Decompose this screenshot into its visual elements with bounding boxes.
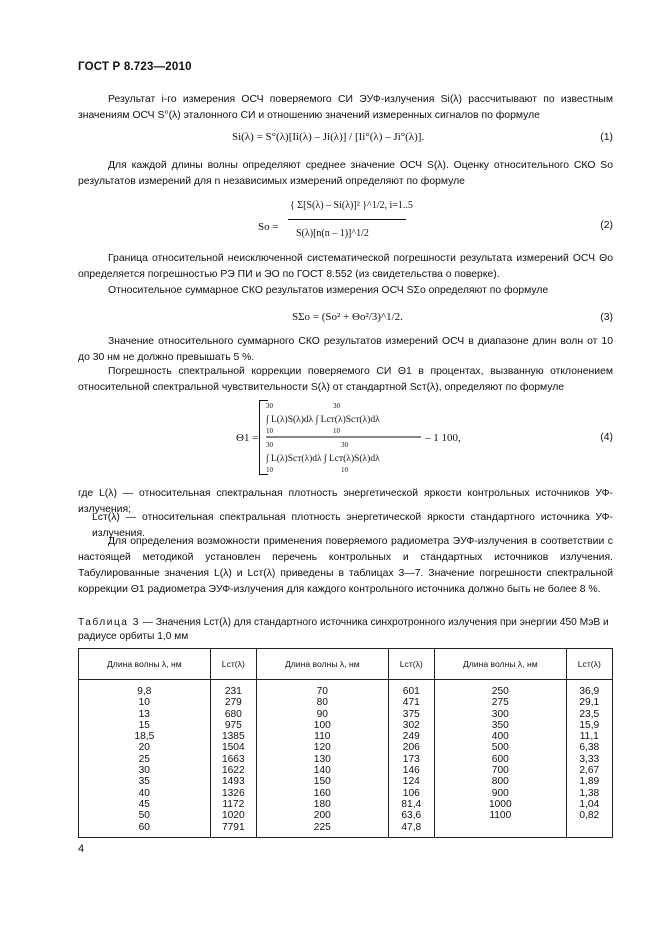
table-cell: 173 xyxy=(388,754,434,765)
table-cell: 130 xyxy=(256,754,388,765)
table-cell: 680 xyxy=(210,709,256,720)
table-cell: 1326 xyxy=(210,788,256,799)
table-cell: 1504 xyxy=(210,742,256,753)
svg-text:∫ L(λ)Sст(λ)dλ ∫ Lст(λ)S(λ)dλ: ∫ L(λ)Sст(λ)dλ ∫ Lст(λ)S(λ)dλ xyxy=(266,454,380,464)
paragraph-total-sko: Относительное суммарное СКО результатов измерения ОСЧ SΣo определяют по формуле xyxy=(108,285,549,296)
table-cell: 600 xyxy=(434,754,566,765)
table-cell: 63,6 xyxy=(388,810,434,821)
svg-text:30: 30 xyxy=(266,441,273,449)
paragraph-spectral-correction: Погрешность спектральной коррекции поверяемого СИ Θ1 в процентах, вызванную отклонением относительной спектральной чувствительности S(λ) от стандартной Sст(λ), определяют по формуле xyxy=(78,366,613,393)
svg-text:10: 10 xyxy=(333,427,340,435)
table-body xyxy=(79,680,613,838)
page-number: 4 xyxy=(78,843,85,855)
paragraph-average-value: Для каждой длины волны определяют среднее значение ОСЧ S(λ). Оценку относительного СКО So результатов измерений для n независимых измерений определяют по формуле xyxy=(78,160,613,187)
table-cell: 146 xyxy=(388,765,434,776)
table-cell: 275 xyxy=(434,697,566,708)
table-caption xyxy=(78,616,613,644)
formula-2-lhs: So = xyxy=(258,221,279,233)
svg-text:10: 10 xyxy=(266,466,273,474)
formula-1: Si(λ) = S°(λ)[Ii(λ) – Ji(λ)] / [Ii°(λ) – Ji°(λ)]. xyxy=(232,131,425,143)
table-row xyxy=(79,731,613,742)
table-cell: 120 xyxy=(256,742,388,753)
table-cell: 9,8 xyxy=(79,680,211,698)
table-row xyxy=(79,810,613,821)
table-row xyxy=(79,742,613,753)
table-cell: 2,67 xyxy=(566,765,612,776)
table-cell: 975 xyxy=(210,720,256,731)
table-row xyxy=(79,799,613,810)
table-row xyxy=(79,822,613,838)
table-cell: 110 xyxy=(256,731,388,742)
where-def-2: — относительная спектральная плотность энергетической яркости стандартного источника УФ-излучения. xyxy=(92,512,614,539)
table-cell: 10 xyxy=(79,697,211,708)
table-cell: 471 xyxy=(388,697,434,708)
table-cell: 6,38 xyxy=(566,742,612,753)
table-cell: 80 xyxy=(256,697,388,708)
formula-3: SΣo = (So² + Θo²/3)^1/2. xyxy=(292,311,403,323)
table-cell: 3,33 xyxy=(566,754,612,765)
formula-2-denominator: S(λ)[n(n – 1)]^1/2 xyxy=(296,228,369,239)
table-cell: 1663 xyxy=(210,754,256,765)
table-cell: 47,8 xyxy=(388,822,434,838)
table-cell: 1,04 xyxy=(566,799,612,810)
table-cell: 800 xyxy=(434,776,566,787)
table-cell: 1000 xyxy=(434,799,566,810)
table-cell: 124 xyxy=(388,776,434,787)
table-cell: 180 xyxy=(256,799,388,810)
formula-2-numerator: { Σ[S(λ) – Si(λ)]² }^1/2, i=1..5 xyxy=(290,200,413,211)
column-header: Lст(λ) xyxy=(566,649,612,680)
table-cell: 1,89 xyxy=(566,776,612,787)
table-row xyxy=(79,788,613,799)
fraction-bar xyxy=(288,219,406,220)
paragraph-sources: Для определения возможности применения поверяемого радиометра ЭУФ-излучения в соответствии с настоящей методикой установлен перечень контрольных и стандартных источников излучения. Табулированные значения L(λ) и Lст(λ) приведены в таблицах 3—7. Значение погрешности спектральной коррекции Θ1 радиометра ЭУФ-излучения для каждого контрольного источника должно быть не более 8 %. xyxy=(78,536,613,595)
table-cell: 375 xyxy=(388,709,434,720)
table-cell: 140 xyxy=(256,765,388,776)
table-cell: 45 xyxy=(79,799,211,810)
formula-4-lhs: Θ1 = xyxy=(236,432,259,444)
table-row xyxy=(79,776,613,787)
formula-3-number: (3) xyxy=(600,312,613,323)
table-cell: 206 xyxy=(388,742,434,753)
table-cell: 250 xyxy=(434,680,566,698)
table-cell: 279 xyxy=(210,697,256,708)
table-cell: 400 xyxy=(434,731,566,742)
table-cell: 160 xyxy=(256,788,388,799)
where-term-1: L(λ) xyxy=(99,488,117,499)
table-cell xyxy=(434,822,566,838)
table-cell: 1100 xyxy=(434,810,566,821)
column-header: Длина волны λ, нм xyxy=(434,649,566,680)
data-table xyxy=(78,648,613,838)
table-cell: 20 xyxy=(79,742,211,753)
column-header: Lст(λ) xyxy=(210,649,256,680)
table-cell: 30 xyxy=(79,765,211,776)
table-cell: 350 xyxy=(434,720,566,731)
table-cell: 11,1 xyxy=(566,731,612,742)
svg-text:10: 10 xyxy=(266,427,273,435)
table-cell: 70 xyxy=(256,680,388,698)
table-cell xyxy=(566,822,612,838)
table-cell: 23,5 xyxy=(566,709,612,720)
table-cell: 1385 xyxy=(210,731,256,742)
where-def-1: — относительная спектральная плотность энергетической яркости контрольных источников УФ-излучения; xyxy=(78,488,613,515)
table-cell: 18,5 xyxy=(79,731,211,742)
table-cell: 249 xyxy=(388,731,434,742)
svg-text:30: 30 xyxy=(341,441,348,449)
table-cell: 1622 xyxy=(210,765,256,776)
table-cell: 100 xyxy=(256,720,388,731)
table-cell: 1,38 xyxy=(566,788,612,799)
table-cell: 1493 xyxy=(210,776,256,787)
table-cell: 29,1 xyxy=(566,697,612,708)
table-cell: 231 xyxy=(210,680,256,698)
table-cell: 300 xyxy=(434,709,566,720)
table-cell: 13 xyxy=(79,709,211,720)
formula-1-number: (1) xyxy=(600,132,613,143)
table-cell: 225 xyxy=(256,822,388,838)
formula-4-number: (4) xyxy=(600,432,613,443)
svg-text:30: 30 xyxy=(266,402,273,410)
table-cell: 15 xyxy=(79,720,211,731)
table-cell: 1172 xyxy=(210,799,256,810)
table-cell: 15,9 xyxy=(566,720,612,731)
table-header-row xyxy=(79,649,613,680)
table-cell: 500 xyxy=(434,742,566,753)
table-cell: 601 xyxy=(388,680,434,698)
svg-text:30: 30 xyxy=(333,402,340,410)
formula-4-rhs: – 1 100, xyxy=(425,432,461,444)
table-cell: 7791 xyxy=(210,822,256,838)
paragraph-systematic-error: Граница относительной неисключенной систематической погрешности результата измерений ОСЧ Θo определяется погрешностью РЭ ПИ и ЭО по ГОСТ 8.552 (из свидетельства о поверке). xyxy=(78,253,613,280)
table-cell: 36,9 xyxy=(566,680,612,698)
table-row xyxy=(79,754,613,765)
table-cell: 35 xyxy=(79,776,211,787)
standard-header: ГОСТ Р 8.723—2010 xyxy=(78,61,192,73)
table-cell: 90 xyxy=(256,709,388,720)
table-cell: 81,4 xyxy=(388,799,434,810)
table-cell: 1020 xyxy=(210,810,256,821)
table-cell: 60 xyxy=(79,822,211,838)
formula-2-number: (2) xyxy=(600,220,613,231)
where-lead: где xyxy=(78,488,94,499)
table-cell: 50 xyxy=(79,810,211,821)
table-row xyxy=(79,680,613,698)
table-cell: 25 xyxy=(79,754,211,765)
paragraph-sko-limit: Значение относительного суммарного СКО результатов измерений ОСЧ в диапазоне длин волн от 10 до 30 нм не должно превышать 5 %. xyxy=(78,336,613,363)
svg-text:∫ L(λ)S(λ)dλ ∫ Lст(λ)Sст(λ)dλ: ∫ L(λ)S(λ)dλ ∫ Lст(λ)Sст(λ)dλ xyxy=(266,415,380,425)
table-cell: 200 xyxy=(256,810,388,821)
table-row xyxy=(79,709,613,720)
table-cell: 700 xyxy=(434,765,566,776)
table-cell: 302 xyxy=(388,720,434,731)
paragraph-measurement-result: Результат i-го измерения ОСЧ поверяемого СИ ЭУФ-излучения Si(λ) рассчитывают по известным значениям ОСЧ S°(λ) эталонного СИ и отношению значений измеренных сигналов по формуле xyxy=(78,94,613,121)
table-cell: 150 xyxy=(256,776,388,787)
table-row xyxy=(79,697,613,708)
where-term-2: Lст(λ) xyxy=(92,512,120,523)
table-cell: 0,82 xyxy=(566,810,612,821)
column-header: Длина волны λ, нм xyxy=(79,649,211,680)
table-cell: 106 xyxy=(388,788,434,799)
column-header: Длина волны λ, нм xyxy=(256,649,388,680)
table-row xyxy=(79,720,613,731)
table-label: Таблица 3 xyxy=(78,617,140,628)
integral-ratio xyxy=(266,400,426,474)
table-row xyxy=(79,765,613,776)
table-caption-text: — Значения Lст(λ) для стандартного источника синхротронного излучения при энергии 450 МэВ и радиусе орбиты 1,0 мм xyxy=(78,617,609,642)
column-header: Lст(λ) xyxy=(388,649,434,680)
svg-text:10: 10 xyxy=(341,466,348,474)
table-cell: 40 xyxy=(79,788,211,799)
table-cell: 900 xyxy=(434,788,566,799)
